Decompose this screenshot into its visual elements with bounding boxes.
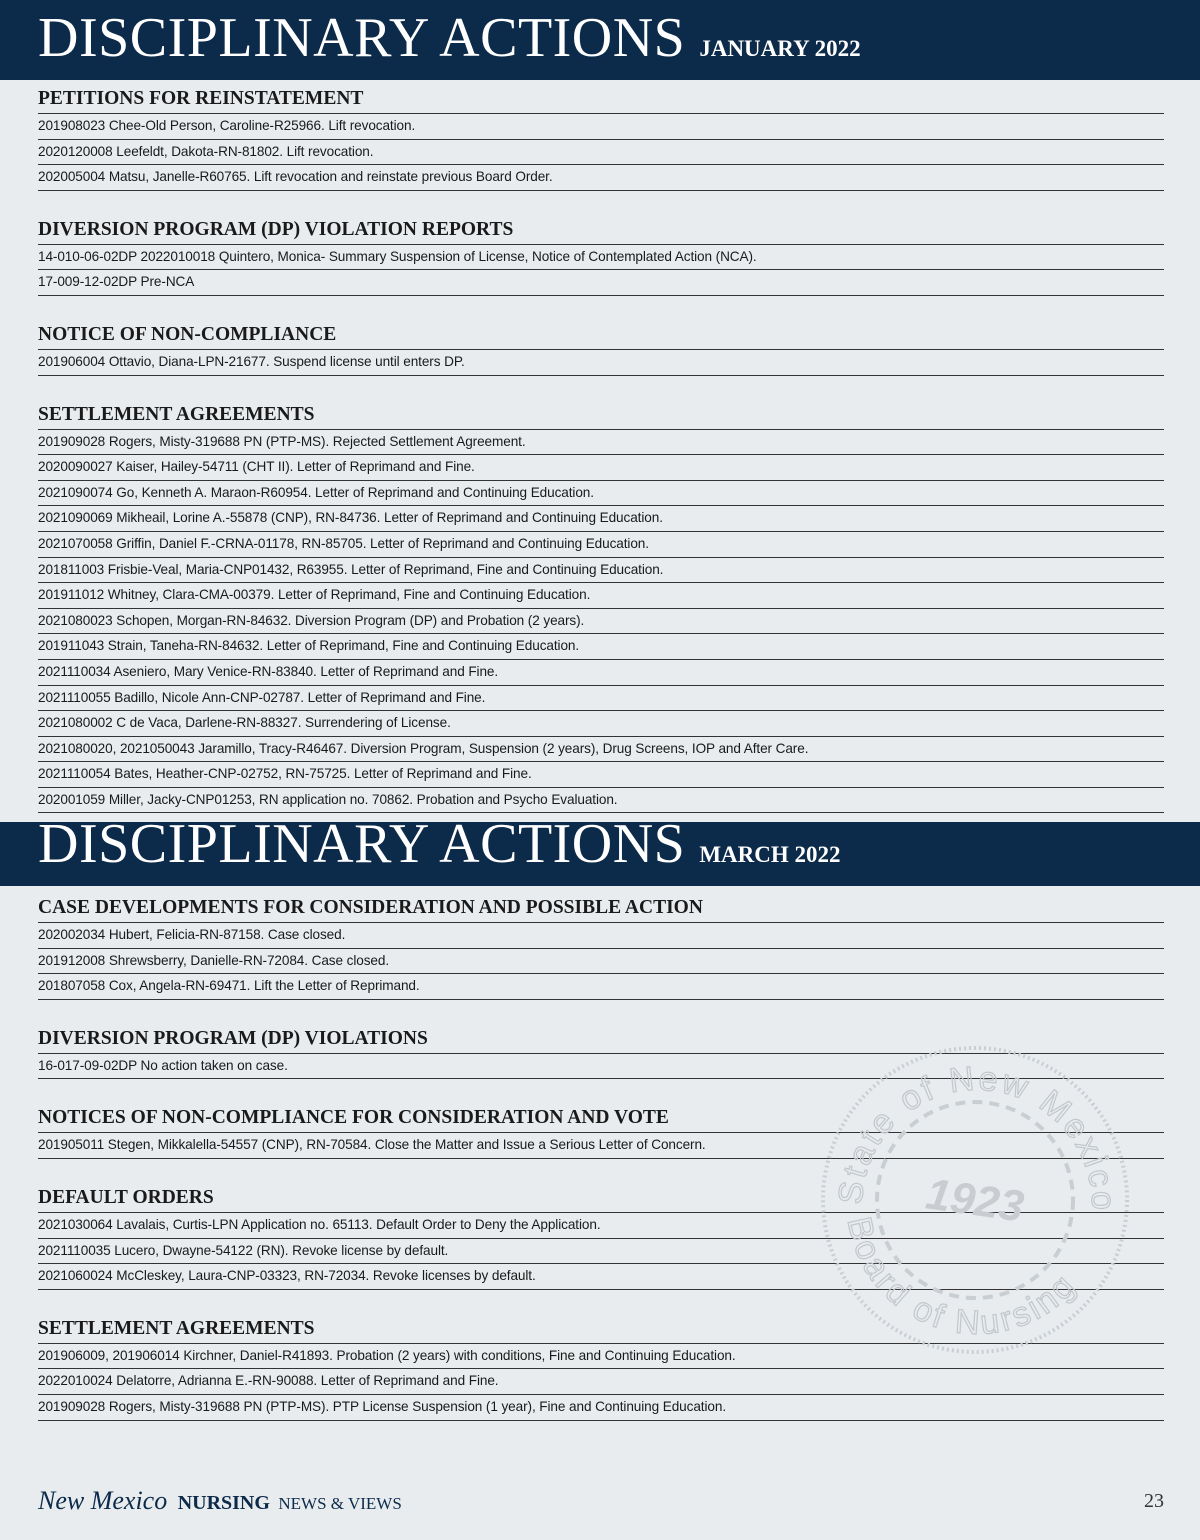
section <box>38 320 1164 376</box>
section <box>38 215 1164 296</box>
section-heading: DIVERSION PROGRAM (DP) VIOLATIONS <box>38 1024 1164 1054</box>
section <box>38 1183 1164 1290</box>
action-row: 2021090074 Go, Kenneth A. Maraon-R60954. Letter of Reprimand and Continuing Education. <box>38 481 1164 507</box>
action-row: 202005004 Matsu, Janelle-R60765. Lift revocation and reinstate previous Board Order. <box>38 165 1164 191</box>
section <box>38 1103 1164 1159</box>
action-row: 2021060024 McCleskey, Laura-CNP-03323, RN-72034. Revoke licenses by default. <box>38 1264 1164 1290</box>
january-content <box>38 84 1164 837</box>
section-heading: NOTICES OF NON-COMPLIANCE FOR CONSIDERATION AND VOTE <box>38 1103 1164 1133</box>
action-row: 201911012 Whitney, Clara-CMA-00379. Letter of Reprimand, Fine and Continuing Education. <box>38 583 1164 609</box>
action-row: 201811003 Frisbie-Veal, Maria-CNP01432, R63955. Letter of Reprimand, Fine and Continuing Education. <box>38 558 1164 584</box>
action-row: 2021110054 Bates, Heather-CNP-02752, RN-75725. Letter of Reprimand and Fine. <box>38 762 1164 788</box>
section-heading: PETITIONS FOR REINSTATEMENT <box>38 84 1164 114</box>
action-row: 2021080023 Schopen, Morgan-RN-84632. Diversion Program (DP) and Probation (2 years). <box>38 609 1164 635</box>
seal-year: 1923 <box>923 1169 1027 1232</box>
page-footer <box>38 1486 1164 1520</box>
action-row: 201908023 Chee-Old Person, Caroline-R25966. Lift revocation. <box>38 114 1164 140</box>
march-date: MARCH 2022 <box>699 842 841 867</box>
footer-news: NEWS & VIEWS <box>278 1494 402 1513</box>
action-row: 202001059 Miller, Jacky-CNP01253, RN application no. 70862. Probation and Psycho Evaluation. <box>38 788 1164 814</box>
action-row: 201807058 Cox, Angela-RN-69471. Lift the Letter of Reprimand. <box>38 974 1164 1000</box>
action-row: 2021030064 Lavalais, Curtis-LPN Application no. 65113. Default Order to Deny the Application. <box>38 1213 1164 1239</box>
action-row: 16-017-09-02DP No action taken on case. <box>38 1054 1164 1080</box>
section-heading: DIVERSION PROGRAM (DP) VIOLATION REPORTS <box>38 215 1164 245</box>
action-row: 202002034 Hubert, Felicia-RN-87158. Case closed. <box>38 923 1164 949</box>
action-row: 2020090027 Kaiser, Hailey-54711 (CHT II). Letter of Reprimand and Fine. <box>38 455 1164 481</box>
action-row: 2021090069 Mikheail, Lorine A.-55878 (CNP), RN-84736. Letter of Reprimand and Continuing Education. <box>38 506 1164 532</box>
january-title: DISCIPLINARY ACTIONS <box>38 7 686 69</box>
march-content <box>38 893 1164 1445</box>
march-title: DISCIPLINARY ACTIONS <box>38 813 686 875</box>
section <box>38 400 1164 814</box>
seal-top-text: State of New Mexico <box>831 1059 1123 1214</box>
action-row: 14-010-06-02DP 2022010018 Quintero, Monica- Summary Suspension of License, Notice of Contemplated Action (NCA). <box>38 245 1164 271</box>
action-row: 201909028 Rogers, Misty-319688 PN (PTP-MS). PTP License Suspension (1 year), Fine and Continuing Education. <box>38 1395 1164 1421</box>
section <box>38 893 1164 1000</box>
footer-nursing: NURSING <box>177 1492 270 1514</box>
action-row: 2020120008 Leefeldt, Dakota-RN-81802. Lift revocation. <box>38 140 1164 166</box>
action-row: 2022010024 Delatorre, Adrianna E.-RN-90088. Letter of Reprimand and Fine. <box>38 1369 1164 1395</box>
footer-script-logo: New Mexico <box>38 1486 168 1515</box>
section-heading: NOTICE OF NON-COMPLIANCE <box>38 320 1164 350</box>
january-date: JANUARY 2022 <box>699 36 861 61</box>
action-row: 201912008 Shrewsberry, Danielle-RN-72084. Case closed. <box>38 949 1164 975</box>
action-row: 2021080020, 2021050043 Jaramillo, Tracy-R46467. Diversion Program, Suspension (2 years), Drug Screens, IOP and After Care. <box>38 737 1164 763</box>
action-row: 201905011 Stegen, Mikkalella-54557 (CNP), RN-70584. Close the Matter and Issue a Serious Letter of Concern. <box>38 1133 1164 1159</box>
section-heading: SETTLEMENT AGREEMENTS <box>38 400 1164 430</box>
section-heading: DEFAULT ORDERS <box>38 1183 1164 1213</box>
action-row: 201906009, 201906014 Kirchner, Daniel-R41893. Probation (2 years) with conditions, Fine and Continuing Education. <box>38 1344 1164 1370</box>
action-row: 2021110055 Badillo, Nicole Ann-CNP-02787. Letter of Reprimand and Fine. <box>38 686 1164 712</box>
section-heading: SETTLEMENT AGREEMENTS <box>38 1314 1164 1344</box>
section <box>38 84 1164 191</box>
action-row: 201911043 Strain, Taneha-RN-84632. Letter of Reprimand, Fine and Continuing Education. <box>38 634 1164 660</box>
page-number: 23 <box>1144 1490 1164 1512</box>
action-row: 2021110035 Lucero, Dwayne-54122 (RN). Revoke license by default. <box>38 1239 1164 1265</box>
section <box>38 1314 1164 1421</box>
section <box>38 1024 1164 1080</box>
section-heading: CASE DEVELOPMENTS FOR CONSIDERATION AND POSSIBLE ACTION <box>38 893 1164 923</box>
seal-bottom-text: Board of Nursing <box>839 1213 1084 1343</box>
action-row: 2021110034 Aseniero, Mary Venice-RN-83840. Letter of Reprimand and Fine. <box>38 660 1164 686</box>
action-row: 201906004 Ottavio, Diana-LPN-21677. Suspend license until enters DP. <box>38 350 1164 376</box>
action-row: 17-009-12-02DP Pre-NCA <box>38 270 1164 296</box>
january-banner <box>0 0 1200 80</box>
action-row: 201909028 Rogers, Misty-319688 PN (PTP-MS). Rejected Settlement Agreement. <box>38 430 1164 456</box>
march-banner <box>0 813 1200 886</box>
action-row: 2021080002 C de Vaca, Darlene-RN-88327. Surrendering of License. <box>38 711 1164 737</box>
action-row: 2021070058 Griffin, Daniel F.-CRNA-01178, RN-85705. Letter of Reprimand and Continuing Education. <box>38 532 1164 558</box>
